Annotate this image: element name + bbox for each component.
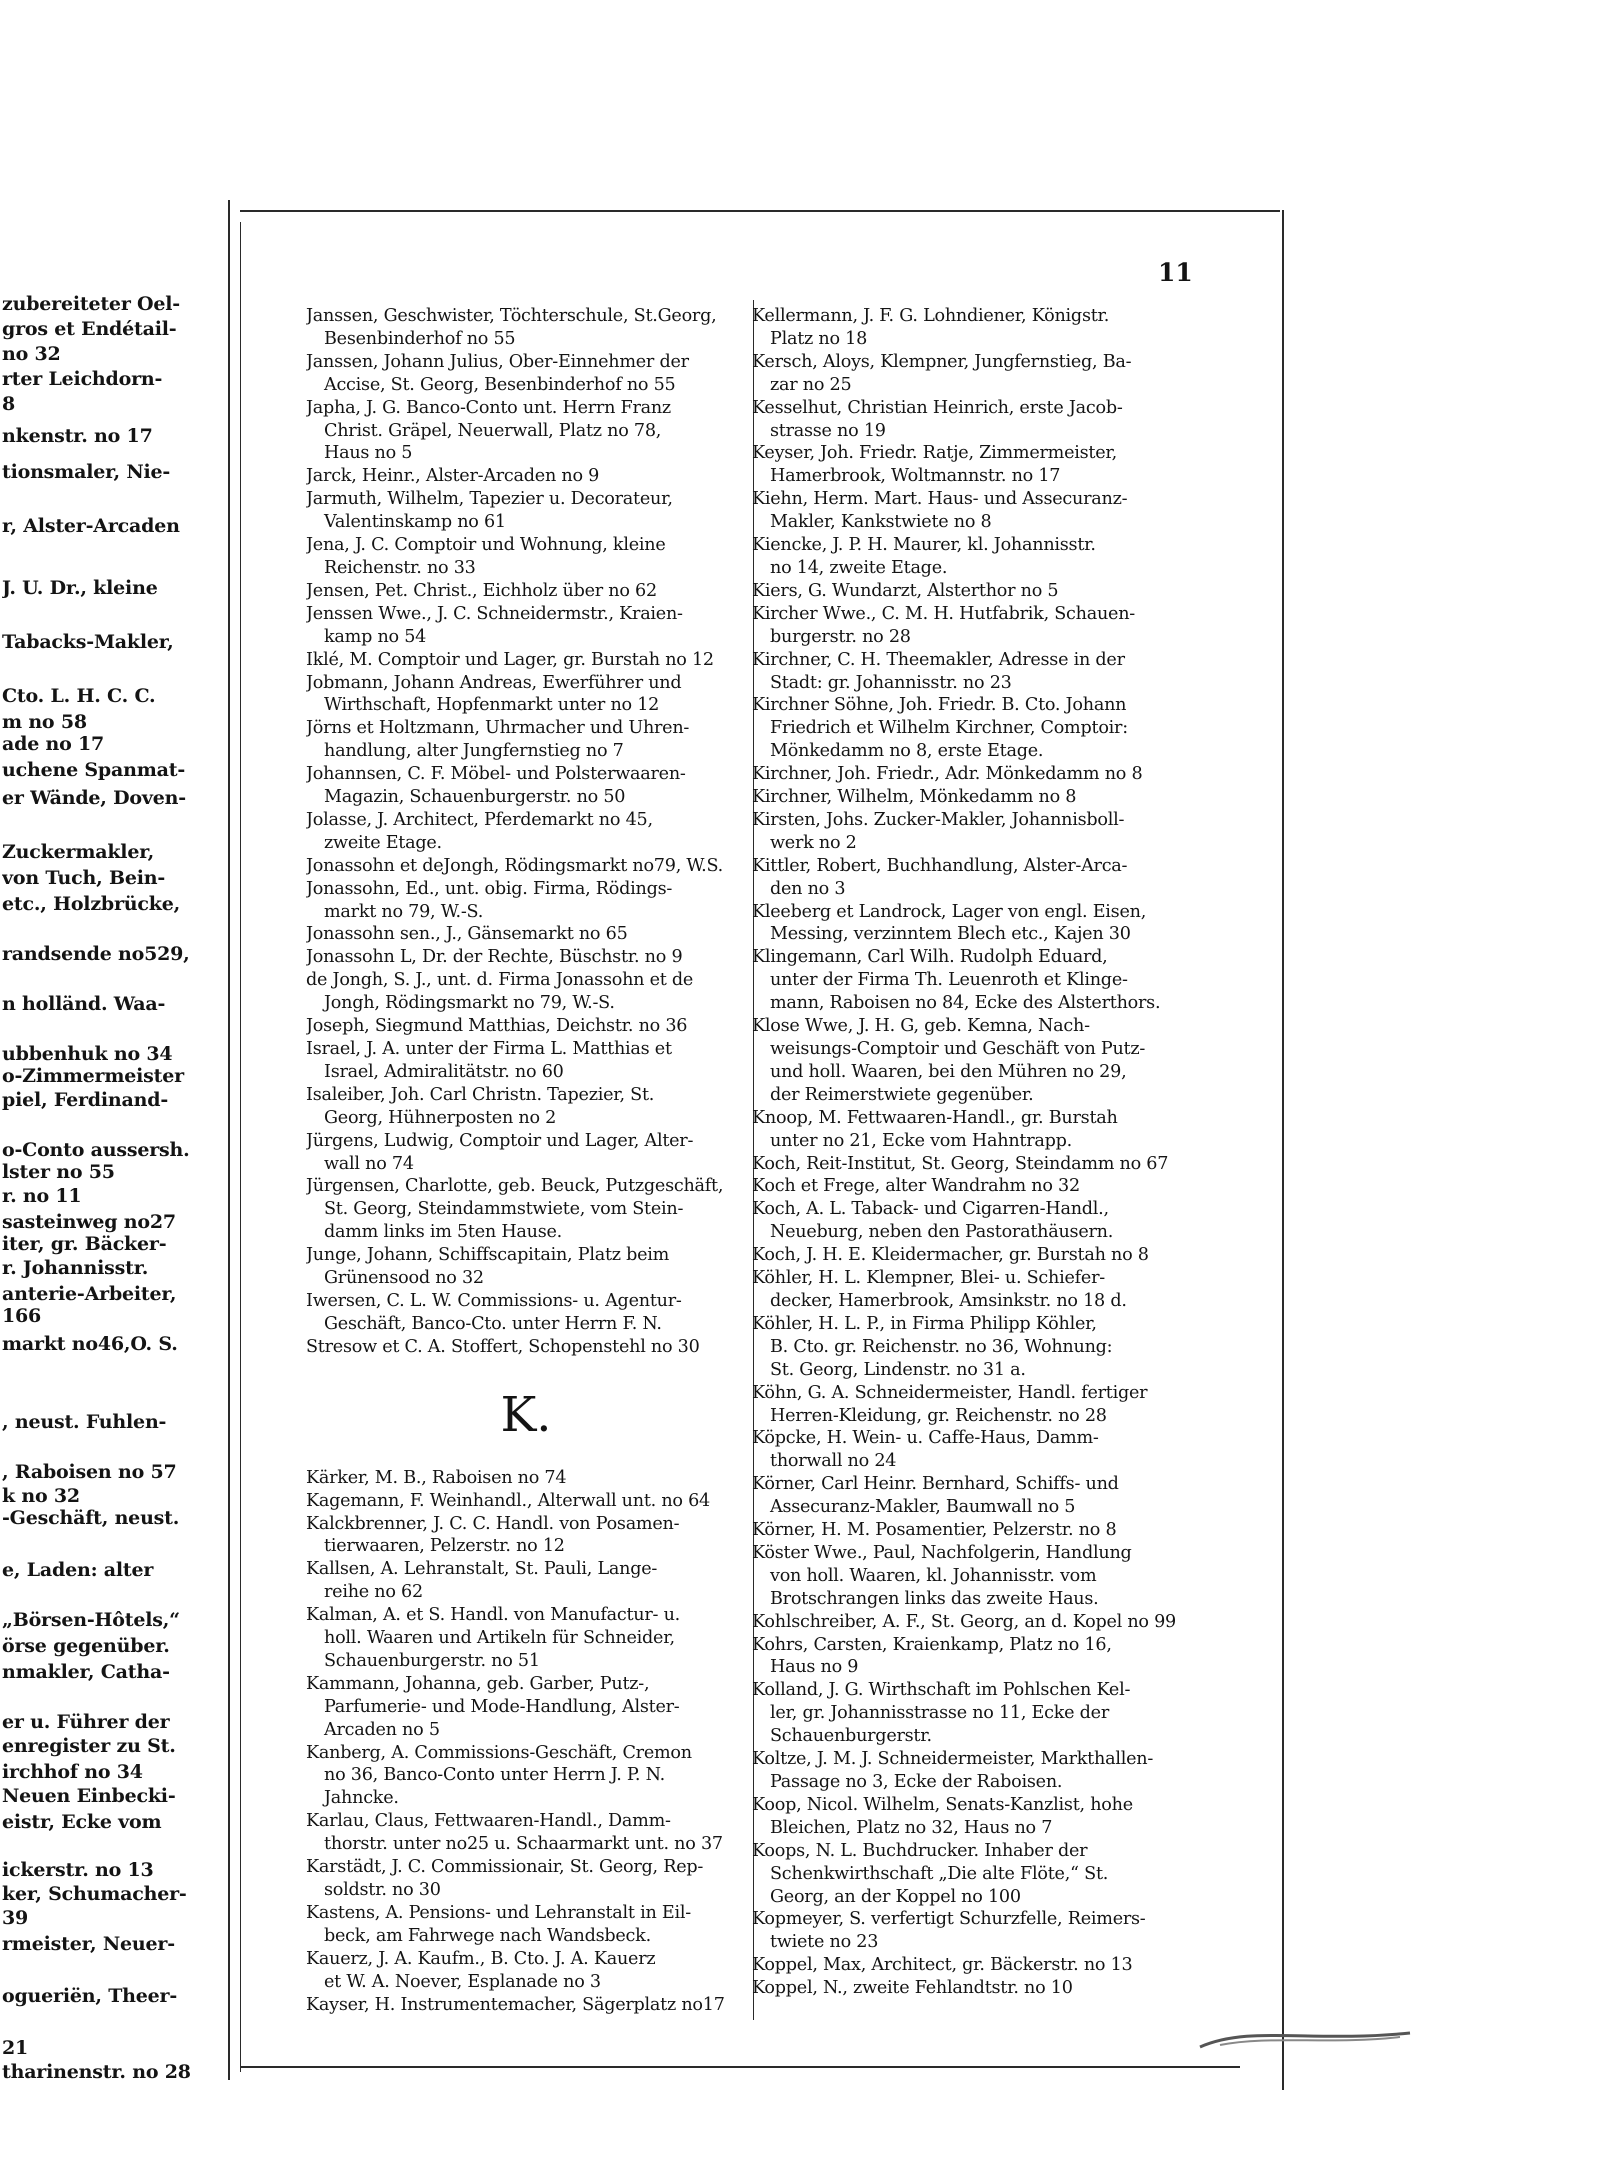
directory-entry	[752, 1382, 1232, 1428]
directory-entry	[752, 1748, 1232, 1794]
directory-entry	[306, 1558, 774, 1604]
page-bottom-border	[240, 2066, 1240, 2068]
left-page-line: Cto. L. H. C. C.	[2, 685, 156, 707]
left-page-line: tharinenstr. no 28	[2, 2061, 191, 2083]
left-page-line: Neuen Einbecki-	[2, 1785, 176, 1807]
section-letter-heading: K.	[500, 1386, 552, 1443]
entry-continuation-line: holl. Waaren und Artikeln für Schneider,	[324, 1628, 675, 1649]
entry-continuation-line: Reichenstr. no 33	[324, 557, 476, 578]
entry-continuation-line: kamp no 54	[324, 626, 427, 647]
page-number: 11	[1158, 258, 1193, 287]
left-page-line: ker, Schumacher-	[2, 1883, 187, 1905]
entry-continuation-line: thorstr. unter no25 u. Schaarmarkt unt. no 37	[324, 1834, 723, 1855]
entry-continuation-line: Haus no 9	[770, 1657, 859, 1678]
directory-entry	[306, 763, 774, 809]
entry-continuation-line: zar no 25	[770, 374, 852, 395]
entry-continuation-line: Stadt: gr. Johannisstr. no 23	[770, 672, 1012, 693]
entry-name-line: Koltze, J. M. J. Schneidermeister, Markthallen-	[752, 1749, 1154, 1770]
entry-name-line: Koop, Nicol. Wilhelm, Senats-Kanzlist, hohe	[752, 1794, 1133, 1815]
entry-name-line: Jarmuth, Wilhelm, Tapezier u. Decorateur,	[306, 489, 673, 510]
entry-continuation-line: Geschäft, Banco-Cto. unter Herrn F. N.	[324, 1313, 662, 1334]
entry-name-line: Kagemann, F. Weinhandl., Alterwall unt. no 64	[306, 1490, 711, 1511]
page-right-border	[1282, 210, 1284, 2090]
entry-name-line: Kleeberg et Landrock, Lager von engl. Eisen,	[752, 901, 1147, 922]
entry-name-line: Jonassohn L, Dr. der Rechte, Büschstr. no 9	[306, 947, 683, 968]
directory-entry	[306, 969, 774, 1015]
entry-continuation-line: Jahncke.	[324, 1788, 399, 1809]
entry-continuation-line: Bleichen, Platz no 32, Haus no 7	[770, 1817, 1053, 1838]
entry-name-line: Kohrs, Carsten, Kraienkamp, Platz no 16,	[752, 1634, 1112, 1655]
spine-edge-line	[228, 200, 230, 2080]
directory-entry	[306, 580, 774, 603]
directory-entry	[752, 1244, 1232, 1267]
entry-continuation-line: Christ. Gräpel, Neuerwall, Platz no 78,	[324, 420, 662, 441]
entry-name-line: Koppel, Max, Architect, gr. Bäckerstr. no 13	[752, 1955, 1133, 1976]
directory-entry	[752, 1107, 1232, 1153]
entry-name-line: Johannsen, C. F. Möbel- und Polsterwaaren-	[306, 764, 686, 785]
directory-entry	[306, 1038, 774, 1084]
directory-entry	[306, 351, 774, 397]
directory-entry	[306, 1604, 774, 1673]
directory-entry	[752, 534, 1232, 580]
entry-name-line: Koch, Reit-Institut, St. Georg, Steindamm no 67	[752, 1153, 1169, 1174]
entry-continuation-line: strasse no 19	[770, 420, 886, 441]
directory-entry	[306, 1467, 774, 1490]
entry-continuation-line: Magazin, Schauenburgerstr. no 50	[324, 787, 626, 808]
directory-entry	[752, 1175, 1232, 1198]
left-page-line: o-Conto aussersh.	[2, 1139, 190, 1161]
entry-name-line: Isaleiber, Joh. Carl Christn. Tapezier, St.	[306, 1084, 655, 1105]
left-page-line: no 32	[2, 343, 61, 365]
directory-entry	[752, 351, 1232, 397]
entry-continuation-line: Haus no 5	[324, 443, 413, 464]
entry-continuation-line: Wirthschaft, Hopfenmarkt unter no 12	[324, 695, 660, 716]
left-page-line: r. no 11	[2, 1185, 82, 1207]
entry-name-line: Iwersen, C. L. W. Commissions- u. Agentur-	[306, 1290, 682, 1311]
entry-name-line: Kopmeyer, S. verfertigt Schurzfelle, Reimers-	[752, 1909, 1146, 1930]
entry-name-line: Janssen, Geschwister, Töchterschule, St.Georg,	[306, 306, 717, 326]
entry-name-line: Jörns et Holtzmann, Uhrmacher und Uhren-	[306, 718, 690, 739]
directory-entry	[306, 1490, 774, 1513]
directory-entry	[752, 1840, 1232, 1909]
directory-entry	[752, 1198, 1232, 1244]
entry-continuation-line: Jongh, Rödingsmarkt no 79, W.-S.	[324, 993, 615, 1014]
directory-entry	[752, 1611, 1232, 1634]
entry-name-line: Koch, A. L. Taback- und Cigarren-Handl.,	[752, 1199, 1109, 1220]
entry-name-line: Körner, H. M. Posamentier, Pelzerstr. no 8	[752, 1520, 1117, 1541]
page-top-border	[240, 210, 1280, 212]
directory-entry	[752, 1794, 1232, 1840]
entry-name-line: Klingemann, Carl Wilh. Rudolph Eduard,	[752, 947, 1108, 968]
directory-entry	[752, 1908, 1232, 1954]
entry-name-line: Kiehn, Herm. Mart. Haus- und Assecuranz-	[752, 489, 1128, 510]
directory-entry	[752, 1473, 1232, 1519]
left-page-line: , neust. Fuhlen-	[2, 1411, 167, 1433]
entry-name-line: Koppel, N., zweite Fehlandtstr. no 10	[752, 1978, 1073, 1999]
entry-continuation-line: B. Cto. gr. Reichenstr. no 36, Wohnung:	[770, 1336, 1113, 1357]
directory-entry	[752, 1427, 1232, 1473]
left-page-line: zubereiteter Oel-	[2, 293, 180, 315]
directory-entry	[306, 1513, 774, 1559]
entry-continuation-line: Accise, St. Georg, Besenbinderhof no 55	[324, 374, 676, 395]
directory-entry	[752, 809, 1232, 855]
directory-column-right	[752, 305, 1232, 2000]
left-page-line: 166	[2, 1305, 42, 1327]
directory-entry	[306, 1810, 774, 1856]
entry-continuation-line: Friedrich et Wilhelm Kirchner, Comptoir:	[770, 718, 1128, 739]
entry-continuation-line: Brotschrangen links das zweite Haus.	[770, 1588, 1099, 1609]
entry-continuation-line: Neueburg, neben den Pastorathäusern.	[770, 1222, 1114, 1243]
entry-continuation-line: unter der Firma Th. Leuenroth et Klinge-	[770, 970, 1128, 991]
entry-continuation-line: Assecuranz-Makler, Baumwall no 5	[770, 1497, 1076, 1518]
left-page-line: r. Johannisstr.	[2, 1257, 149, 1279]
entry-name-line: Jolasse, J. Architect, Pferdemarkt no 45,	[306, 809, 653, 830]
left-page-line: iter, gr. Bäcker-	[2, 1233, 167, 1255]
entry-name-line: Kirchner, C. H. Theemakler, Adresse in der	[752, 649, 1125, 670]
entry-name-line: Jonassohn, Ed., unt. obig. Firma, Rödings-	[306, 878, 673, 899]
entry-continuation-line: Schenkwirthschaft „Die alte Flöte,“ St.	[770, 1863, 1109, 1884]
directory-entry	[306, 649, 774, 672]
directory-entry	[752, 1015, 1232, 1107]
entry-name-line: Karstädt, J. C. Commissionair, St. Georg, Rep-	[306, 1857, 704, 1878]
entry-name-line: Iklé, M. Comptoir und Lager, gr. Burstah no 12	[306, 649, 714, 670]
entry-continuation-line: Besenbinderhof no 55	[324, 328, 516, 349]
entry-name-line: Japha, J. G. Banco-Conto unt. Herrn Franz	[306, 397, 671, 418]
left-page-line: e, Laden: alter	[2, 1559, 154, 1581]
directory-entry	[306, 923, 774, 946]
left-page-line: er u. Führer der	[2, 1711, 170, 1733]
entry-continuation-line: Valentinskamp no 61	[324, 512, 506, 533]
entry-continuation-line: der Reimerstwiete gegenüber.	[770, 1084, 1034, 1105]
entry-continuation-line: St. Georg, Steindammstwiete, vom Stein-	[324, 1199, 684, 1220]
entry-name-line: Jürgens, Ludwig, Comptoir und Lager, Alter-	[306, 1130, 694, 1151]
left-page-line: örse gegenüber.	[2, 1635, 170, 1657]
entry-continuation-line: Hamerbrook, Woltmannstr. no 17	[770, 466, 1061, 487]
entry-name-line: Köster Wwe., Paul, Nachfolgerin, Handlung	[752, 1542, 1132, 1563]
entry-continuation-line: decker, Hamerbrook, Amsinkstr. no 18 d.	[770, 1290, 1127, 1311]
entry-name-line: Koch et Frege, alter Wandrahm no 32	[752, 1176, 1080, 1197]
left-page-line: gros et Endétail-	[2, 318, 177, 340]
directory-entry	[752, 694, 1232, 763]
entry-name-line: Knoop, M. Fettwaaren-Handl., gr. Burstah	[752, 1107, 1118, 1128]
left-page-line: J. U. Dr., kleine	[2, 577, 158, 599]
directory-entry	[306, 534, 774, 580]
left-page-line: n holländ. Waa-	[2, 993, 166, 1015]
directory-entry	[752, 1519, 1232, 1542]
entry-continuation-line: thorwall no 24	[770, 1451, 897, 1472]
entry-name-line: Kastens, A. Pensions- und Lehranstalt in Eil-	[306, 1902, 691, 1923]
directory-entry	[306, 1994, 774, 2017]
directory-entry	[752, 1634, 1232, 1680]
directory-entry	[306, 1948, 774, 1994]
directory-entry	[306, 465, 774, 488]
entry-name-line: Kircher Wwe., C. M. H. Hutfabrik, Schauen-	[752, 603, 1135, 624]
entry-name-line: Kirchner, Joh. Friedr., Adr. Mönkedamm no 8	[752, 764, 1143, 785]
entry-continuation-line: den no 3	[770, 878, 846, 899]
directory-entry	[752, 1153, 1232, 1176]
directory-entry	[752, 901, 1232, 947]
entry-continuation-line: Georg, Hühnerposten no 2	[324, 1107, 557, 1128]
entry-name-line: Kanberg, A. Commissions-Geschäft, Cremon	[306, 1742, 692, 1763]
entry-name-line: Köhler, H. L. Klempner, Blei- u. Schiefer-	[752, 1268, 1105, 1289]
entry-continuation-line: Schauenburgerstr.	[770, 1726, 932, 1747]
left-page-line: uchene Spanmat-	[2, 759, 186, 781]
directory-entry	[306, 1902, 774, 1948]
left-page-line: von Tuch, Bein-	[2, 867, 166, 889]
left-page-line: tionsmaler, Nie-	[2, 461, 171, 483]
entry-name-line: Klose Wwe, J. H. G, geb. Kemna, Nach-	[752, 1016, 1090, 1037]
directory-entry	[752, 855, 1232, 901]
left-page-line: markt no46,O. S.	[2, 1333, 178, 1355]
left-page-line: r, Alster-Arcaden	[2, 515, 180, 537]
directory-entry	[752, 1954, 1232, 1977]
left-page-line: ickerstr. no 13	[2, 1859, 154, 1881]
directory-entry	[752, 786, 1232, 809]
left-page-line: ubbenhuk no 34	[2, 1043, 173, 1065]
directory-entry	[306, 305, 774, 351]
directory-entry	[306, 488, 774, 534]
entry-continuation-line: burgerstr. no 28	[770, 626, 911, 647]
entry-continuation-line: no 14, zweite Etage.	[770, 557, 948, 578]
left-page-line: k no 32	[2, 1485, 80, 1507]
entry-continuation-line: und holl. Waaren, bei den Mühren no 29,	[770, 1061, 1127, 1082]
directory-entry	[752, 488, 1232, 534]
left-page-line: enregister zu St.	[2, 1735, 176, 1757]
left-page-line: , Raboisen no 57	[2, 1461, 177, 1483]
entry-name-line: Köhler, H. L. P., in Firma Philipp Köhler,	[752, 1313, 1097, 1334]
entry-continuation-line: beck, am Fahrwege nach Wandsbeck.	[324, 1925, 651, 1946]
left-page-line: irchhof no 34	[2, 1761, 143, 1783]
directory-entry	[306, 855, 774, 878]
directory-entry	[306, 397, 774, 466]
left-page-line: m no 58	[2, 711, 87, 733]
directory-entry	[752, 763, 1232, 786]
entry-name-line: de Jongh, S. J., unt. d. Firma Jonassohn et de	[306, 970, 694, 991]
entry-name-line: Jobmann, Johann Andreas, Ewerführer und	[306, 672, 682, 693]
left-page-line: 8	[2, 393, 16, 415]
left-page-line: o-Zimmermeister	[2, 1065, 184, 1087]
left-page-line: etc., Holzbrücke,	[2, 893, 181, 915]
page-corner-smudge	[1190, 2015, 1420, 2055]
entry-continuation-line: tierwaaren, Pelzerstr. no 12	[324, 1536, 565, 1557]
directory-entry	[752, 442, 1232, 488]
left-page-line: Zuckermakler,	[2, 841, 155, 863]
entry-name-line: Karlau, Claus, Fettwaaren-Handl., Damm-	[306, 1811, 671, 1832]
entry-name-line: Köpcke, H. Wein- u. Caffe-Haus, Damm-	[752, 1428, 1099, 1449]
entry-name-line: Israel, J. A. unter der Firma L. Matthias et	[306, 1039, 672, 1059]
entry-continuation-line: von holl. Waaren, kl. Johannisstr. vom	[770, 1565, 1097, 1586]
entry-name-line: Kalman, A. et S. Handl. von Manufactur- u.	[306, 1605, 681, 1626]
directory-column-left	[306, 305, 774, 2016]
entry-name-line: Kellermann, J. F. G. Lohndiener, Königstr.	[752, 306, 1110, 326]
page-left-border	[240, 222, 241, 2072]
directory-entry	[752, 1267, 1232, 1313]
entry-name-line: Kärker, M. B., Raboisen no 74	[306, 1467, 567, 1488]
directory-entry	[306, 946, 774, 969]
entry-name-line: Kiencke, J. P. H. Maurer, kl. Johannisstr.	[752, 535, 1096, 556]
entry-continuation-line: unter no 21, Ecke vom Hahntrapp.	[770, 1130, 1072, 1151]
directory-entry	[752, 1679, 1232, 1748]
entry-name-line: Kirsten, Johs. Zucker-Makler, Johannisboll-	[752, 809, 1125, 830]
entry-name-line: Janssen, Johann Julius, Ober-Einnehmer der	[306, 351, 689, 372]
entry-name-line: Kittler, Robert, Buchhandlung, Alster-Arca-	[752, 855, 1128, 876]
entry-name-line: Kayser, H. Instrumentemacher, Sägerplatz no17	[306, 1994, 725, 2015]
entry-continuation-line: Grünensood no 32	[324, 1268, 484, 1289]
entry-name-line: Junge, Johann, Schiffscapitain, Platz beim	[306, 1245, 670, 1266]
directory-entry	[752, 580, 1232, 603]
entry-name-line: Kauerz, J. A. Kaufm., B. Cto. J. A. Kauerz	[306, 1948, 656, 1969]
left-page-line: piel, Ferdinand-	[2, 1089, 169, 1111]
entry-continuation-line: St. Georg, Lindenstr. no 31 a.	[770, 1359, 1026, 1380]
entry-name-line: Stresow et C. A. Stoffert, Schopenstehl no 30	[306, 1336, 700, 1357]
left-page-line: eistr, Ecke vom	[2, 1811, 162, 1833]
left-page-line: 39	[2, 1907, 29, 1929]
left-page-line: ade no 17	[2, 733, 105, 755]
left-page-line: sasteinweg no27	[2, 1211, 176, 1233]
entry-name-line: Jonassohn et deJongh, Rödingsmarkt no79, W.S.	[306, 855, 723, 876]
left-page-line: -Geschäft, neust.	[2, 1507, 180, 1529]
entry-name-line: Keyser, Joh. Friedr. Ratje, Zimmermeister,	[752, 443, 1117, 464]
directory-entry	[306, 1742, 774, 1811]
entry-continuation-line: markt no 79, W.-S.	[324, 901, 484, 922]
entry-continuation-line: Makler, Kankstwiete no 8	[770, 512, 992, 533]
entry-name-line: Kolland, J. G. Wirthschaft im Pohlschen Kel-	[752, 1680, 1131, 1701]
directory-entry	[306, 809, 774, 855]
entry-name-line: Kammann, Johanna, geb. Garber, Putz-,	[306, 1673, 650, 1694]
entry-continuation-line: handlung, alter Jungfernstieg no 7	[324, 741, 624, 762]
directory-entry	[306, 603, 774, 649]
directory-entry	[306, 1175, 774, 1244]
directory-entry	[752, 1542, 1232, 1611]
entry-continuation-line: Schauenburgerstr. no 51	[324, 1650, 540, 1671]
directory-entry	[752, 603, 1232, 649]
entry-continuation-line: weisungs-Comptoir und Geschäft von Putz-	[770, 1039, 1146, 1059]
left-page-line: lster no 55	[2, 1161, 115, 1183]
left-page-line: Tabacks-Makler,	[2, 631, 174, 653]
entry-name-line: Kirchner, Wilhelm, Mönkedamm no 8	[752, 787, 1077, 808]
left-page-line: anterie-Arbeiter,	[2, 1283, 177, 1305]
directory-entry	[306, 1290, 774, 1336]
entry-continuation-line: Platz no 18	[770, 328, 868, 349]
entry-name-line: Koops, N. L. Buchdrucker. Inhaber der	[752, 1840, 1088, 1861]
directory-entry	[306, 1015, 774, 1038]
entry-continuation-line: reihe no 62	[324, 1582, 423, 1603]
left-page-line: rter Leichdorn-	[2, 368, 163, 390]
entry-name-line: Jonassohn sen., J., Gänsemarkt no 65	[306, 924, 628, 945]
directory-entry	[306, 1673, 774, 1742]
left-page-line: nmakler, Catha-	[2, 1661, 170, 1683]
entry-name-line: Jenssen Wwe., J. C. Schneidermstr., Kraien-	[306, 603, 683, 624]
entry-name-line: Kalckbrenner, J. C. C. Handl. von Posamen-	[306, 1513, 680, 1534]
directory-entry	[752, 397, 1232, 443]
left-page-line: „Börsen-Hôtels,“	[2, 1609, 180, 1631]
entry-name-line: Kiers, G. Wundarzt, Alsterthor no 5	[752, 580, 1059, 601]
entry-name-line: Köhn, G. A. Schneidermeister, Handl. fertiger	[752, 1382, 1148, 1403]
entry-name-line: Körner, Carl Heinr. Bernhard, Schiffs- und	[752, 1474, 1119, 1495]
entry-continuation-line: ler, gr. Johannisstrasse no 11, Ecke der	[770, 1703, 1110, 1724]
entry-continuation-line: damm links im 5ten Hause.	[324, 1222, 563, 1243]
directory-entry	[306, 1856, 774, 1902]
entry-name-line: Koch, J. H. E. Kleidermacher, gr. Burstah no 8	[752, 1245, 1149, 1266]
entry-continuation-line: Parfumerie- und Mode-Handlung, Alster-	[324, 1696, 680, 1717]
left-page-line: rmeister, Neuer-	[2, 1933, 175, 1955]
entry-name-line: Jürgensen, Charlotte, geb. Beuck, Putzgeschäft,	[306, 1176, 724, 1197]
entry-continuation-line: mann, Raboisen no 84, Ecke des Alsterthors.	[770, 993, 1161, 1014]
entry-name-line: Kohlschreiber, A. F., St. Georg, an d. Kopel no 99	[752, 1611, 1176, 1632]
directory-entry	[306, 672, 774, 718]
left-page-line: 21	[2, 2037, 29, 2059]
left-page-line: er Wände, Doven-	[2, 787, 186, 809]
left-page-line: ogueriën, Theer-	[2, 1985, 178, 2007]
entry-continuation-line: Messing, verzinntem Blech etc., Kajen 30	[770, 924, 1131, 945]
directory-entry	[752, 1977, 1232, 2000]
entry-continuation-line: Herren-Kleidung, gr. Reichenstr. no 28	[770, 1405, 1107, 1426]
entry-continuation-line: Israel, Admiralitätstr. no 60	[324, 1061, 564, 1082]
entry-continuation-line: twiete no 23	[770, 1932, 879, 1953]
directory-entry	[306, 1130, 774, 1176]
entry-name-line: Jena, J. C. Comptoir und Wohnung, kleine	[306, 535, 666, 556]
entry-name-line: Kallsen, A. Lehranstalt, St. Pauli, Lange-	[306, 1559, 658, 1580]
entry-name-line: Jensen, Pet. Christ., Eichholz über no 62	[306, 580, 657, 601]
entry-name-line: Kersch, Aloys, Klempner, Jungfernstieg, Ba-	[752, 351, 1132, 372]
directory-entry	[752, 946, 1232, 1015]
directory-entry	[306, 1244, 774, 1290]
entry-continuation-line: zweite Etage.	[324, 832, 442, 853]
entry-continuation-line: Mönkedamm no 8, erste Etage.	[770, 741, 1044, 762]
entry-continuation-line: no 36, Banco-Conto unter Herrn J. P. N.	[324, 1765, 665, 1786]
entry-continuation-line: werk no 2	[770, 832, 857, 853]
entry-name-line: Kirchner Söhne, Joh. Friedr. B. Cto. Johann	[752, 695, 1127, 716]
entry-continuation-line: soldstr. no 30	[324, 1880, 441, 1900]
entry-name-line: Joseph, Siegmund Matthias, Deichstr. no 36	[306, 1016, 688, 1037]
directory-entry	[306, 1084, 774, 1130]
entry-name-line: Kesselhut, Christian Heinrich, erste Jacob-	[752, 397, 1123, 418]
entry-continuation-line: Georg, an der Koppel no 100	[770, 1886, 1021, 1907]
left-page-line: nkenstr. no 17	[2, 425, 153, 447]
entry-continuation-line: et W. A. Noever, Esplanade no 3	[324, 1971, 601, 1992]
directory-entry	[752, 1313, 1232, 1382]
entry-continuation-line: wall no 74	[324, 1153, 414, 1174]
left-page-line: randsende no529,	[2, 943, 190, 965]
entry-continuation-line: Arcaden no 5	[324, 1719, 440, 1740]
directory-entry	[306, 717, 774, 763]
entry-name-line: Jarck, Heinr., Alster-Arcaden no 9	[306, 466, 600, 487]
directory-entry	[306, 878, 774, 924]
entry-continuation-line: Passage no 3, Ecke der Raboisen.	[770, 1772, 1063, 1792]
directory-entry	[752, 305, 1232, 351]
directory-entry	[306, 1336, 774, 1359]
directory-entry	[752, 649, 1232, 695]
